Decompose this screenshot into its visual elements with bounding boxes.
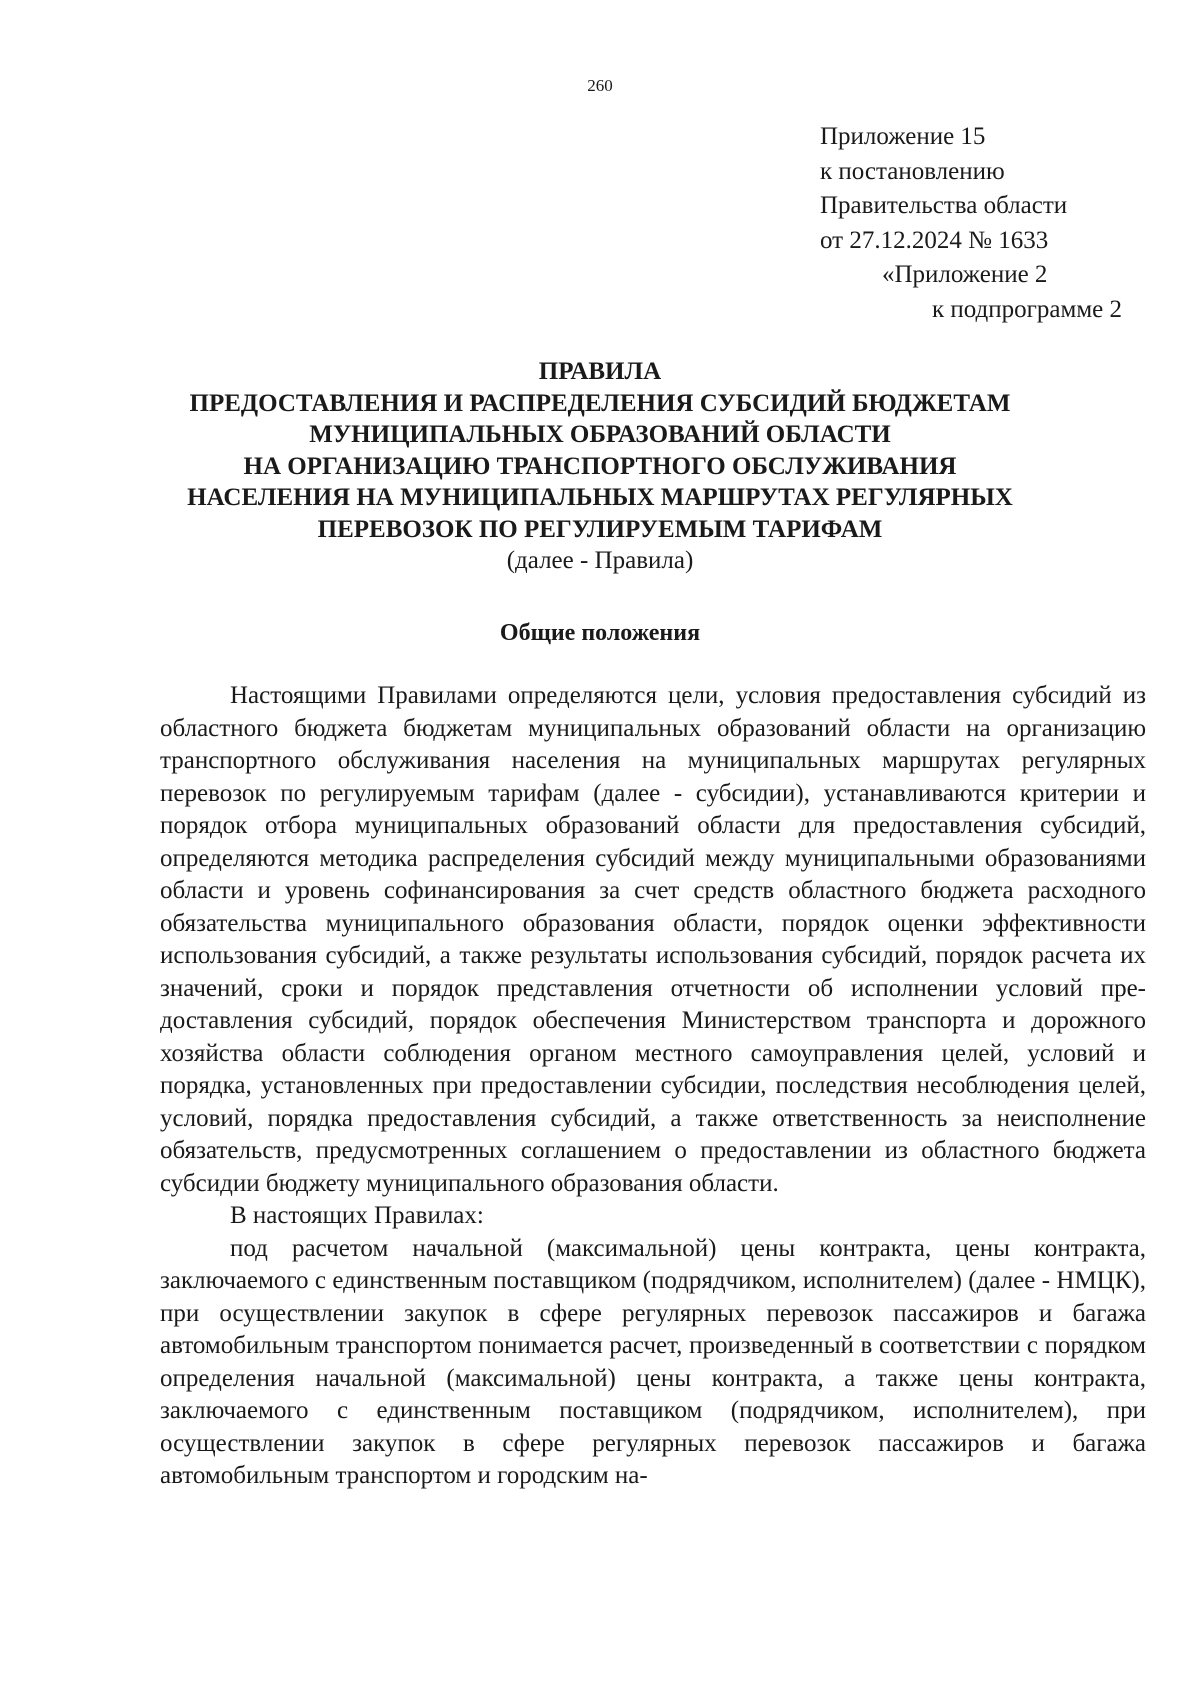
appendix-line-1: Приложение 15	[820, 123, 986, 150]
title-line-1: ПРАВИЛА	[538, 358, 662, 385]
appendix-reference	[820, 120, 1122, 327]
document-title	[100, 356, 1100, 577]
appendix-line-3: Правительства области	[820, 192, 1068, 219]
section-heading: Общие положения	[499, 620, 701, 646]
title-line-5: НАСЕЛЕНИЯ НА МУНИЦИПАЛЬНЫХ МАРШРУТАХ РЕГУЛЯРНЫХ	[187, 484, 1013, 511]
paragraph-1: Настоящими Правилами определяются цели, условия предоставления субсидий из областного бюджета бюджетам муниципальных образований области на организацию транспортного обслуживания населения на муниципальных маршрутах регулярных перевозок по регулируемым тарифам (далее - субсидии), устанавливаются критерии и порядок отбора муниципальных образований области для предоставления субсидий, определяются методика распределения субсидий между муниципальными образованиями области и уровень софинансирования за счет средств областного бюджета расходного обязательства муниципального образования области, порядок оценки эффективности использования субсидий, а также результаты использования субсидий, порядок расчета их значений, сроки и порядок представления отчетности об исполнении условий предоставления субсидий, порядок обеспечения Министерством транспорта и дорожного хозяйства области соблюдения органом местного самоуправления целей, условий и порядка, установленных при предоставлении субсидии, последствия несоблюдения целей, условий, порядка предоставления субсидий, а также ответственность за неисполнение обязательств, предусмотренных соглашением о предоставлении из областного бюджета субсидии бюджету муниципального образования области.	[160, 682, 1146, 1197]
title-line-2: ПРЕДОСТАВЛЕНИЯ И РАСПРЕДЕЛЕНИЯ СУБСИДИЙ БЮДЖЕТАМ	[189, 389, 1011, 417]
title-subtitle: (далее - Правила)	[506, 547, 694, 574]
paragraph-3: под расчетом начальной (максимальной) цены контракта, цены контракта, заключаемого с единственным поставщиком (подрядчиком, исполнителем) (далее - НМЦК), при осуществлении закупок в сфере регулярных перевозок пассажиров и багажа автомобильным транспортом понимается расчет, произведенный в соответствии с порядком определения начальной (максимальной) цены контракта, а также цены контракта, заключаемого с единственным поставщиком (подрядчиком, исполнителем), при осуществлении закупок в сфере регулярных перевозок пассажиров и багажа автомобильным транспортом и городским на-	[160, 1234, 1146, 1489]
title-line-3: МУНИЦИПАЛЬНЫХ ОБРАЗОВАНИЙ ОБЛАСТИ	[309, 421, 891, 448]
appendix-line-2: к постановлению	[820, 157, 1005, 185]
body-text	[160, 680, 1146, 1493]
appendix-line-5: «Приложение 2	[882, 261, 1048, 288]
appendix-line-4: от 27.12.2024 № 1633	[820, 226, 1049, 254]
title-line-6: ПЕРЕВОЗОК ПО РЕГУЛИРУЕМЫМ ТАРИФАМ	[317, 515, 883, 543]
page-number: 260	[587, 76, 613, 95]
appendix-line-6: к подпрограмме 2	[932, 295, 1122, 323]
title-line-4: НА ОРГАНИЗАЦИЮ ТРАНСПОРТНОГО ОБСЛУЖИВАНИЯ	[243, 452, 957, 480]
paragraph-2: В настоящих Правилах:	[230, 1202, 484, 1229]
